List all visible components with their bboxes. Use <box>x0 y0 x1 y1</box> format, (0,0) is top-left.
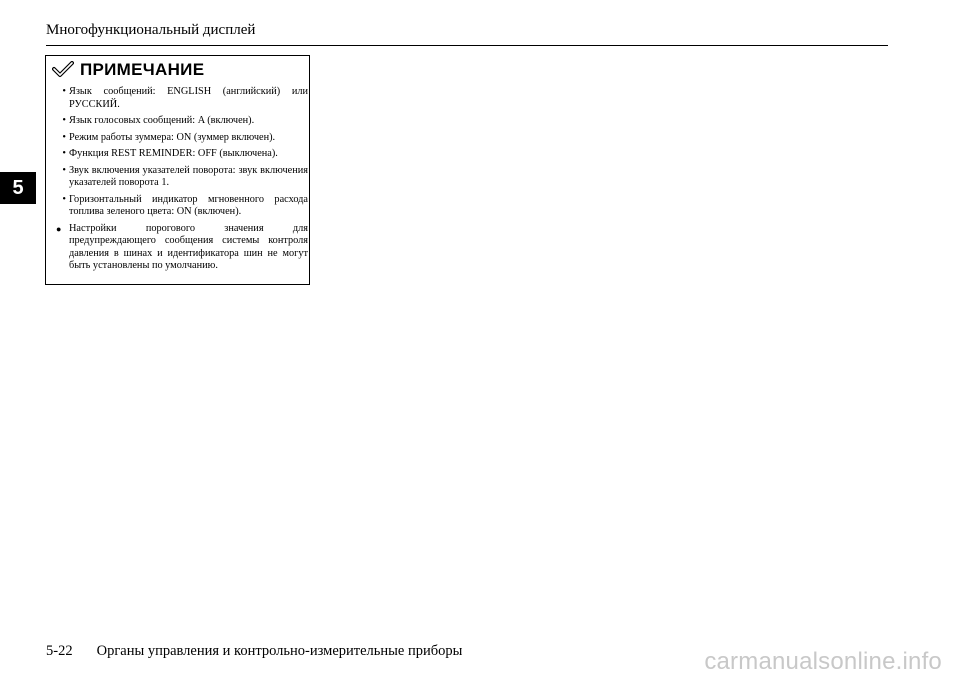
watermark: carmanualsonline.info <box>704 648 942 675</box>
bullet: • <box>62 148 66 159</box>
note-main-item <box>56 223 308 273</box>
note-item-text: Звук включения указателей поворота: звук включения указателей поворота 1. <box>69 164 308 188</box>
page-number: 5-22 <box>46 643 73 659</box>
note-header <box>52 59 204 81</box>
note-main-item-text: Настройки порогового значения для предупреждающего сообщения системы контроля давления в шинах и идентификатора шин не могут быть установлены по умолчанию. <box>69 222 308 271</box>
note-item-text: Функция REST REMINDER: OFF (выключена). <box>69 148 278 159</box>
note-item-text: Язык сообщений: ENGLISH (английский) или РУССКИЙ. <box>69 86 308 110</box>
note-title: ПРИМЕЧАНИЕ <box>80 60 205 79</box>
bullet: • <box>62 115 66 126</box>
bullet: ● <box>56 223 62 234</box>
note-items <box>56 86 308 277</box>
bullet: • <box>62 86 66 97</box>
checkmark-icon <box>52 61 74 79</box>
note-box <box>45 55 310 285</box>
header-divider <box>46 45 888 46</box>
bullet: • <box>62 193 66 205</box>
note-item <box>56 86 308 111</box>
page-footer <box>46 643 462 660</box>
note-item <box>56 148 308 161</box>
page-header-title: Многофункциональный дисплей <box>46 22 256 38</box>
note-item <box>56 165 308 190</box>
note-item-text: Горизонтальный индикатор мгновенного расхода топлива зеленого цвета: ON (включен). <box>69 193 308 217</box>
section-title: Органы управления и контрольно-измерительные приборы <box>96 643 463 659</box>
note-item <box>56 115 308 128</box>
note-item <box>56 132 308 145</box>
bullet: • <box>62 164 66 176</box>
note-item-text: Язык голосовых сообщений: A (включен). <box>69 115 255 126</box>
bullet: • <box>62 131 66 143</box>
note-item-text: Режим работы зуммера: ON (зуммер включен). <box>69 131 276 143</box>
chapter-tab: 5 <box>0 172 36 204</box>
note-item <box>56 194 308 219</box>
